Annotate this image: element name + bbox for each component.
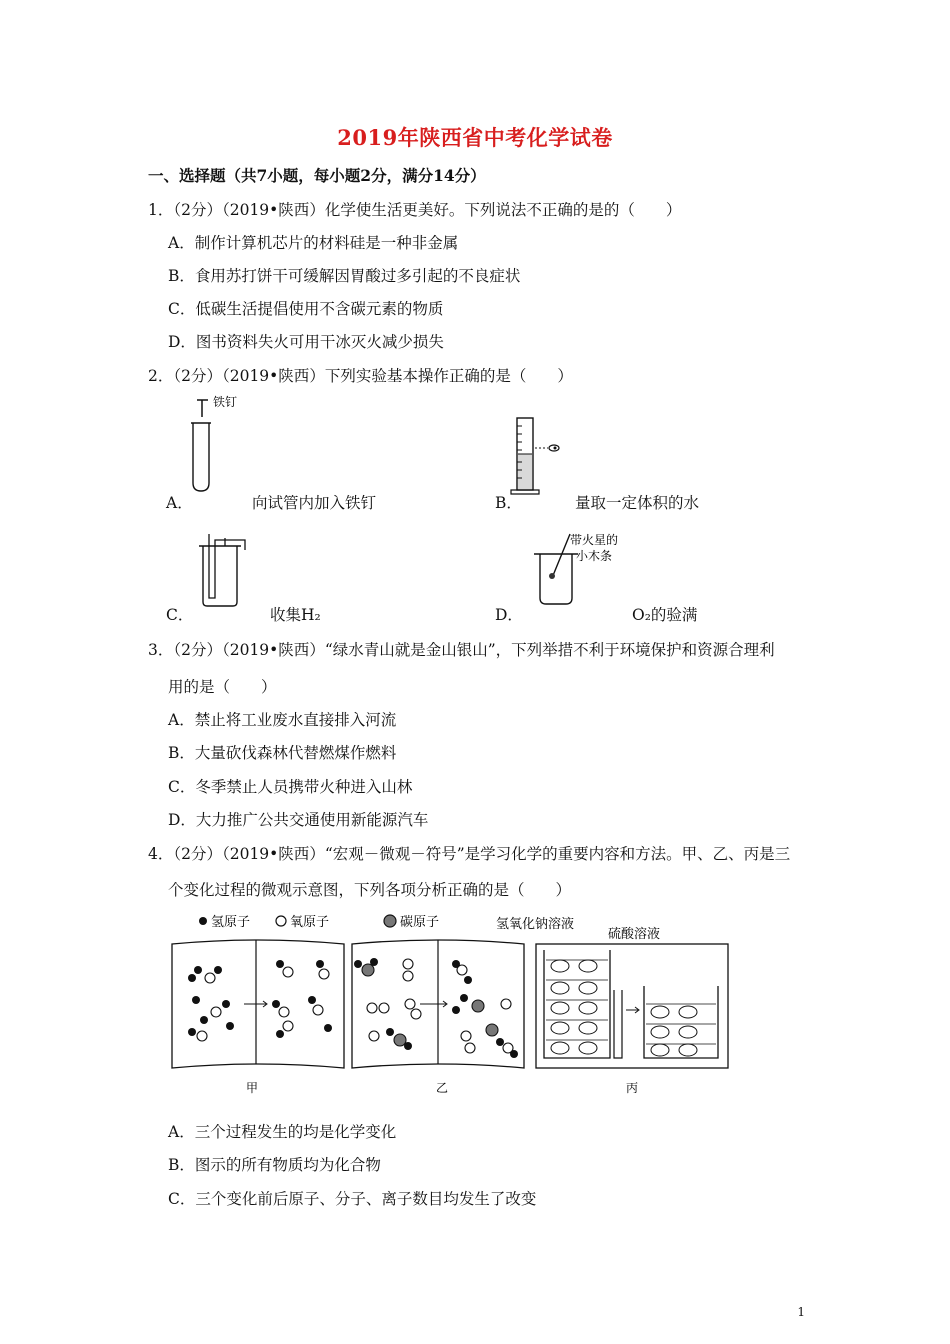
section-heading: 一、选择题（共7小题，每小题2分，满分14分） (148, 166, 486, 185)
label-glowing-splint-2: 小木条 (576, 549, 613, 563)
q3-option-d: D．大力推广公共交通使用新能源汽车 (168, 811, 429, 829)
legend-h2so4: 硫酸溶液 (608, 927, 661, 942)
legend-carbon: 碳原子 (400, 915, 440, 930)
label-glowing-splint-1: 带火星的 (570, 533, 619, 547)
q4-option-c: C．三个变化前后原子、分子、离子数目均发生了改变 (168, 1190, 537, 1208)
o2-test-illustration (528, 528, 638, 610)
test-tube-nail-illustration (185, 395, 245, 495)
q1-option-d: D．图书资料失火可用干冰灭火减少损失 (168, 333, 444, 351)
q2-stem: 2．（2分）（2019•陕西）下列实验基本操作正确的是（ ） (148, 367, 573, 385)
q3-option-c: C．冬季禁止人员携带火种进入山林 (168, 778, 413, 796)
legend-naoh: 氢氧化钠溶液 (496, 917, 575, 932)
q4-option-b: B．图示的所有物质均为化合物 (168, 1156, 381, 1174)
label-iron-nail: 铁钉 (213, 395, 238, 409)
q2-option-c-caption: 收集H₂ (270, 606, 321, 624)
panel-label-yi: 乙 (436, 1081, 449, 1095)
panel-label-bing: 丙 (626, 1081, 639, 1095)
q1-option-b: B．食用苏打饼干可缓解因胃酸过多引起的不良症状 (168, 267, 521, 285)
q2-option-a-caption: 向试管内加入铁钉 (252, 494, 377, 512)
legend-carbon-dot (384, 915, 396, 927)
q1-stem: 1．（2分）（2019•陕西）化学使生活更美好。下列说法不正确的是的（ ） (148, 201, 682, 219)
q2-option-d-letter: D． (495, 606, 523, 624)
q3-option-a: A．禁止将工业废水直接排入河流 (168, 711, 397, 729)
q3-option-b: B．大量砍伐森林代替燃煤作燃料 (168, 744, 397, 762)
page-number: 1 (797, 1305, 805, 1319)
page-title: 2019年陕西省中考化学试卷 (337, 125, 613, 150)
legend-hydrogen-dot (199, 917, 207, 925)
q4-option-a: A．三个过程发生的均是化学变化 (168, 1123, 397, 1141)
q4-stem-line1: 4．（2分）（2019•陕西）“宏观－微观－符号”是学习化学的重要内容和方法。甲、乙、丙是三 (148, 845, 791, 863)
q2-option-a-letter: A． (166, 494, 193, 512)
q1-option-c: C．低碳生活提倡使用不含碳元素的物质 (168, 300, 444, 318)
q4-stem-line2: 个变化过程的微观示意图，下列各项分析正确的是（ ） (168, 881, 572, 899)
micro-diagram (168, 908, 733, 1100)
q1-option-a: A．制作计算机芯片的材料硅是一种非金属 (168, 234, 459, 252)
gas-bottle-illustration (195, 532, 255, 612)
q3-stem-line1: 3．（2分）（2019•陕西）“绿水青山就是金山银山”，下列举措不利于环境保护和资源合理利 (148, 641, 775, 659)
q2-option-c-letter: C． (166, 606, 194, 624)
q2-option-b-letter: B． (495, 494, 522, 512)
q2-option-b-caption: 量取一定体积的水 (575, 494, 700, 512)
panel-label-jia: 甲 (246, 1081, 259, 1095)
legend-hydrogen: 氢原子 (211, 915, 251, 930)
legend-oxygen-dot (276, 916, 286, 926)
graduated-cylinder-illustration (505, 410, 565, 502)
legend-oxygen: 氧原子 (290, 915, 330, 930)
q3-stem-line2: 用的是（ ） (168, 678, 277, 696)
q2-option-d-caption: O₂的验满 (632, 606, 698, 624)
